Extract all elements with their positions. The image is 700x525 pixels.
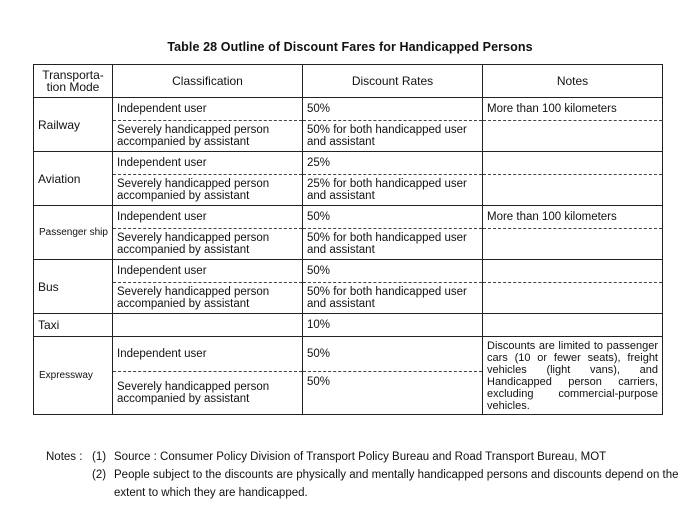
classification-cell: Severely handicapped person accompanied by assistant [113,372,303,415]
rate-cell: 50% [303,337,483,372]
note-cell [483,260,663,283]
table-row [34,283,663,314]
rate-cell: 10% [303,314,483,337]
classification-cell [113,314,303,337]
table-row [34,314,663,337]
table-row [34,337,663,372]
table-row [34,229,663,260]
mode-passenger-ship: Passenger ship [34,206,113,260]
footnote-text: Source : Consumer Policy Division of Transport Policy Bureau and Road Transport Bureau, MOT [114,451,607,463]
rate-cell: 50% [303,98,483,121]
header-row [34,65,663,98]
mode-expressway: Expressway [34,337,113,415]
rate-cell: 50% for both handicapped user and assistant [303,229,483,260]
rate-cell: 50% [303,206,483,229]
note-cell [483,229,663,260]
footnote-2 [46,466,686,502]
table-row [34,175,663,206]
expressway-note: Discounts are limited to passenger cars (10 or fewer seats), freight vehicles (light vans), and Handicapped person carriers, excluding commercial-purpose vehicles. [483,337,663,415]
classification-cell: Severely handicapped person accompanied by assistant [113,121,303,152]
note-cell [483,121,663,152]
footnote-number: (1) [92,451,107,463]
header-discount-rates: Discount Rates [303,65,483,98]
table-row [34,152,663,175]
classification-cell: Severely handicapped person accompanied by assistant [113,229,303,260]
rate-cell: 50% for both handicapped user and assistant [303,283,483,314]
note-cell [483,152,663,175]
classification-cell: Severely handicapped person accompanied by assistant [113,175,303,206]
footnotes-label: Notes : [46,451,83,463]
classification-cell: Independent user [113,260,303,283]
table-row [34,98,663,121]
note-cell [483,314,663,337]
classification-cell: Severely handicapped person accompanied by assistant [113,283,303,314]
note-cell: More than 100 kilometers [483,206,663,229]
note-cell [483,283,663,314]
footnote-1 [46,448,686,466]
table-title: Table 28 Outline of Discount Fares for Handicapped Persons [167,40,533,54]
footnotes [46,448,686,502]
note-cell: More than 100 kilometers [483,98,663,121]
rate-cell: 25% for both handicapped user and assistant [303,175,483,206]
table-row [34,206,663,229]
table-row [34,121,663,152]
footnote-text: People subject to the discounts are physically and mentally handicapped persons and discounts depend on the extent to which they are handicapped. [114,469,679,499]
mode-taxi: Taxi [34,314,113,337]
classification-cell: Independent user [113,206,303,229]
header-mode: Transporta-tion Mode [34,65,113,98]
table-row [34,260,663,283]
mode-aviation: Aviation [34,152,113,206]
rate-cell: 50% [303,372,483,415]
classification-cell: Independent user [113,337,303,372]
discount-fares-table [33,64,663,415]
mode-bus: Bus [34,260,113,314]
classification-cell: Independent user [113,152,303,175]
rate-cell: 50% [303,260,483,283]
mode-railway: Railway [34,98,113,152]
footnote-number: (2) [92,469,107,481]
header-notes: Notes [483,65,663,98]
note-cell [483,175,663,206]
classification-cell: Independent user [113,98,303,121]
rate-cell: 50% for both handicapped user and assistant [303,121,483,152]
rate-cell: 25% [303,152,483,175]
header-classification: Classification [113,65,303,98]
